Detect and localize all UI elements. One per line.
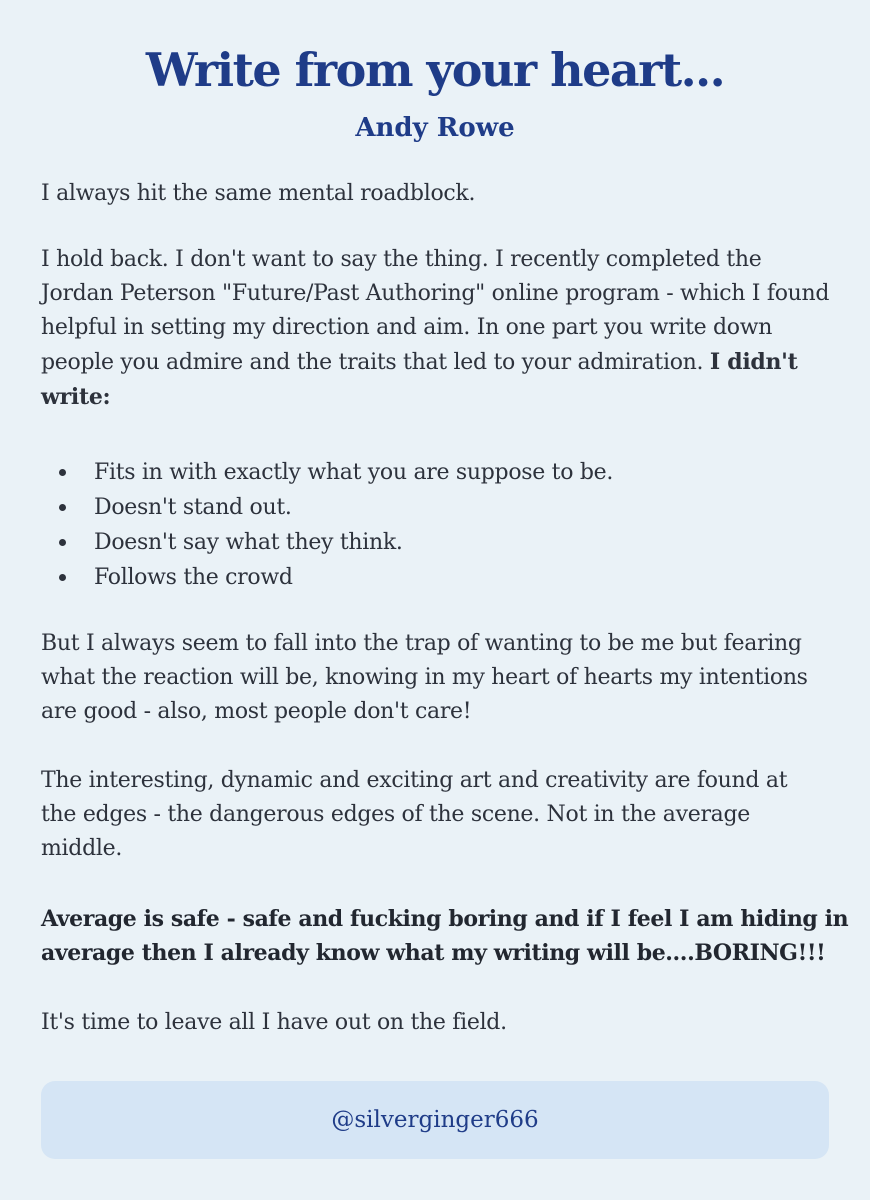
bullet-icon	[59, 574, 66, 581]
paragraph-3: But I always seem to fall into the trap of wanting to be me but fearing what the reaction will be, knowing in my heart of hearts my intentions are good - also, most people don't care!	[41, 631, 808, 724]
traits-list	[41, 455, 829, 595]
bullet-icon	[59, 469, 66, 476]
bullet-icon	[59, 504, 66, 511]
author-handle-box	[41, 1081, 829, 1159]
paragraph-2	[41, 243, 840, 415]
list-item	[41, 455, 829, 490]
list-item-text: Doesn't say what they think.	[94, 530, 403, 555]
list-item	[41, 490, 829, 525]
paragraph-6: It's time to leave all I have out on the field.	[41, 1010, 507, 1035]
list-item	[41, 525, 829, 560]
paragraph-4: The interesting, dynamic and exciting art and creativity are found at the edges - the dangerous edges of the scene. Not in the average middle.	[41, 768, 788, 861]
list-item-text: Doesn't stand out.	[94, 495, 292, 520]
paragraph-2-bold: I didn't write:	[41, 349, 798, 410]
paragraph-2-text: I hold back. I don't want to say the thing. I recently completed the Jordan Peterson "Future/Past Authoring" online program - which I found helpful in setting my direction and aim. In one part you write down people you admire and the traits that led to your admiration.	[41, 247, 830, 375]
bullet-icon	[59, 539, 66, 546]
list-item-text: Follows the crowd	[94, 565, 293, 590]
author-handle[interactable]: @silverginger666	[331, 1107, 539, 1133]
paragraph-5-bold: Average is safe - safe and fucking boring and if I feel I am hiding in average then I already know what my writing will be....BORING!!!	[41, 906, 849, 966]
author-name: Andy Rowe	[355, 113, 515, 143]
list-item	[41, 560, 829, 595]
post-title: Write from your heart...	[145, 43, 725, 97]
list-item-text: Fits in with exactly what you are suppose to be.	[94, 460, 614, 485]
paragraph-1: I always hit the same mental roadblock.	[41, 181, 476, 206]
